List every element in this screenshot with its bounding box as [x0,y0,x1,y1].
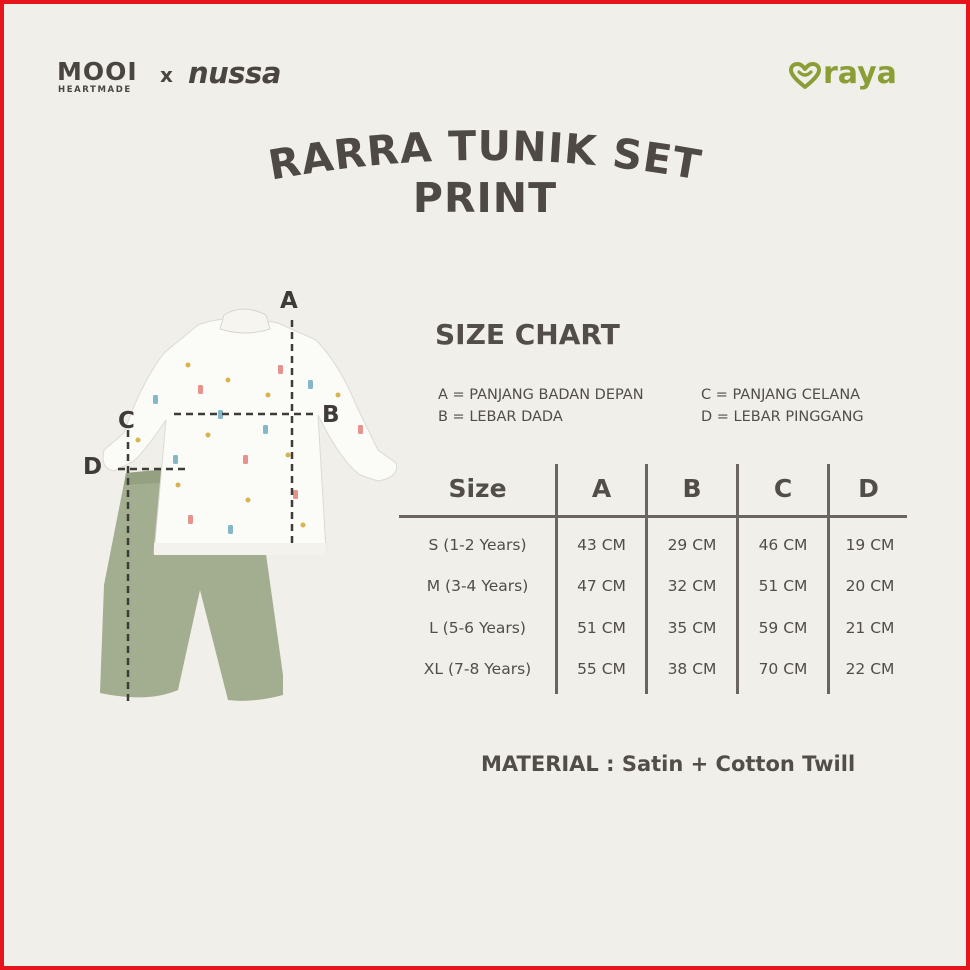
legend-d: D = LEBAR PINGGANG [701,409,864,425]
column-header-d: D [858,474,879,503]
table-cell-d: 20 CM [845,577,895,595]
column-header-b: B [682,474,702,503]
title-line2: PRINT [412,174,558,222]
table-cell-c: 46 CM [758,536,808,554]
dimension-label-a: A [280,288,298,314]
table-cell-b: 38 CM [667,660,717,678]
product-illustration [78,285,408,710]
table-header-divider [399,515,907,518]
table-cell-c: 51 CM [758,577,808,595]
size-chart-heading: SIZE CHART [435,318,620,351]
table-cell-d: 19 CM [845,536,895,554]
table-cell-size: L (5-6 Years) [429,619,526,637]
table-cell-b: 35 CM [667,619,717,637]
table-cell-size: M (3-4 Years) [426,577,529,595]
table-cell-a: 43 CM [577,536,626,554]
table-cell-a: 55 CM [577,660,626,678]
heart-icon [789,62,821,90]
column-header-size: Size [448,474,507,503]
table-cell-d: 21 CM [845,619,895,637]
product-title [230,125,740,225]
column-header-a: A [591,474,612,503]
mooi-heartmade-text: HEARTMADE [58,85,132,95]
mooi-wordmark: MOOI [57,57,138,86]
nussa-wordmark: nussa [188,56,281,90]
dimension-label-b: B [322,402,340,428]
title-line1: RARRA TUNIK SET [264,125,706,190]
table-cell-a: 47 CM [577,577,626,595]
dimension-label-c: C [118,408,135,434]
collab-x: x [160,63,173,87]
table-cell-a: 51 CM [577,619,626,637]
table-cell-size: XL (7-8 Years) [423,660,532,678]
table-cell-b: 29 CM [667,536,717,554]
legend-b: B = LEBAR DADA [438,409,563,425]
table-cell-b: 32 CM [667,577,717,595]
table-cell-d: 22 CM [845,660,895,678]
dimension-label-d: D [83,454,103,480]
raya-wordmark: raya [823,56,897,91]
table-cell-size: S (1-2 Years) [428,536,527,554]
table-cell-c: 70 CM [758,660,808,678]
legend-a: A = PANJANG BADAN DEPAN [438,387,644,403]
column-header-c: C [773,474,793,503]
material-text: MATERIAL : Satin + Cotton Twill [481,752,856,776]
table-cell-c: 59 CM [758,619,808,637]
legend-c: C = PANJANG CELANA [701,387,861,403]
